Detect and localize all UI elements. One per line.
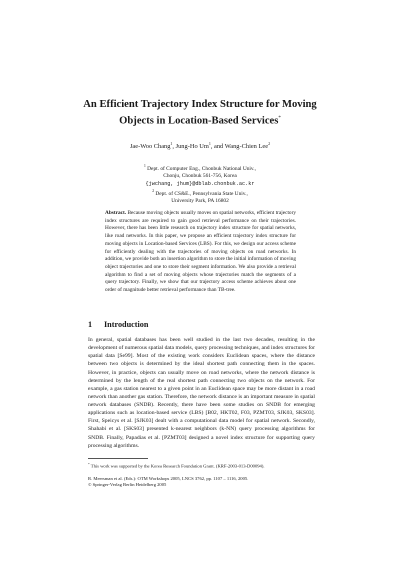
abstract — [105, 210, 296, 295]
footnote — [88, 461, 315, 470]
title-footnote-mark: * — [278, 115, 281, 121]
author-separator: , and — [210, 143, 225, 151]
copyright-line: © Springer-Verlag Berlin Heidelberg 2005 — [88, 482, 167, 488]
publication-line: R. Meersman et al. (Eds.): OTM Workshops 2005, LNCS 3762, pp. 1107 – 1116, 2005. — [88, 476, 249, 481]
paper-title — [60, 98, 340, 128]
affiliation-mark: 2 — [152, 189, 154, 194]
affiliations — [100, 163, 300, 206]
affiliation-line: University Park, PA 16802 — [171, 198, 229, 205]
section-number: 1 — [88, 320, 93, 329]
author-name: Wang-Chien Lee — [224, 143, 269, 151]
title-line-1: An Efficient Trajectory Index Structure for Moving — [83, 99, 317, 110]
footnote-text: This work was supported by the Korea Research Foundation Grant. (KRF-2003-013-D00094). — [89, 463, 265, 469]
affiliation-mark: 1 — [144, 164, 146, 168]
abstract-text: Because moving objects usually moves on spatial networks, efficient trajectory index structures are required to gain good retrieval performance on their trajectories. However, there has been little research on trajectory index structure for spatial networks, like road networks. In this paper, we propose an efficient trajectory index structure for moving objects in Location-based Services (LBS). For this, we design our access scheme for efficiently dealing with the trajectories of moving objects on road networks. In addition, we provide both an insertion algorithm to store the initial information of moving object trajectories and one to store their segment information. We also provide a retrieval algorithm to find a set of moving objects whose trajectories match the segments of a query trajectory. Finally, we show that our trajectory access scheme achieves about one order of magnitude better retrieval performance than TB-tree. — [105, 210, 296, 294]
author-mark: 2 — [268, 141, 271, 146]
introduction-paragraph: In general, spatial databases has been well studied in the last two decades, resulting in the development of numerous spatial data models, query processing techniques, and index structures for spatial data [Se99]. Most of the existing work considers Euclidean spaces, where the distance between two objects is determined by the ideal shortest path connecting them in the spaces. However, in practice, objects can usually move on road networks, where the network distance is determined by the length of the real shortest path connecting two objects on the network. For example, a gas station nearest to a given point in an Euclidean space may be more distant in a road network than another gas station. Therefore, the network distance is an important measure in spatial network databases (SNDB). Recently, there have been some studies on SNDB for emerging applications such as location-based service (LBS) [B02, HKT02, F03, PZMT03, SJK03, SKS03]. First, Speicys et al. [SJK03] dealt with a computational data model for spatial network. Secondly, Shahabi et al. [SKS03] presented k-nearest neighbors (k-NN) query processing algorithms for SNDB. Finally, Papadias et al. [PZMT03] designed a novel index structure for supporting query processing algorithms. — [88, 337, 315, 449]
section-title: Introduction — [104, 320, 149, 329]
footnote-mark: * — [88, 462, 90, 466]
footnote-rule — [88, 458, 148, 459]
author-mark: 1 — [170, 141, 173, 146]
section-heading — [88, 320, 318, 329]
affiliation-line: Dept. of Computer Eng., Chonbuk National Univ., — [145, 165, 256, 172]
affiliation-emails: {jwchang, jhum}@dblab.chonbuk.ac.kr — [145, 180, 255, 187]
title-line-2: Objects in Location-Based Services — [119, 115, 279, 127]
affiliation-2 — [100, 188, 300, 198]
affiliation-line: Chonju, Chonbuk 561-756, Korea — [163, 173, 237, 180]
publication-info — [88, 476, 315, 488]
author-name: Jae-Woo Chang — [129, 143, 171, 151]
affiliation-line: Dept. of CS&E., Pennsylvania State Univ., — [153, 190, 248, 197]
author-mark: 1 — [208, 141, 211, 146]
author-name: Jung-Ho Um — [175, 143, 209, 151]
abstract-label: Abstract. — [105, 210, 127, 216]
affiliation-1 — [100, 163, 300, 173]
author-separator: , — [172, 143, 176, 151]
author-list — [60, 140, 340, 151]
